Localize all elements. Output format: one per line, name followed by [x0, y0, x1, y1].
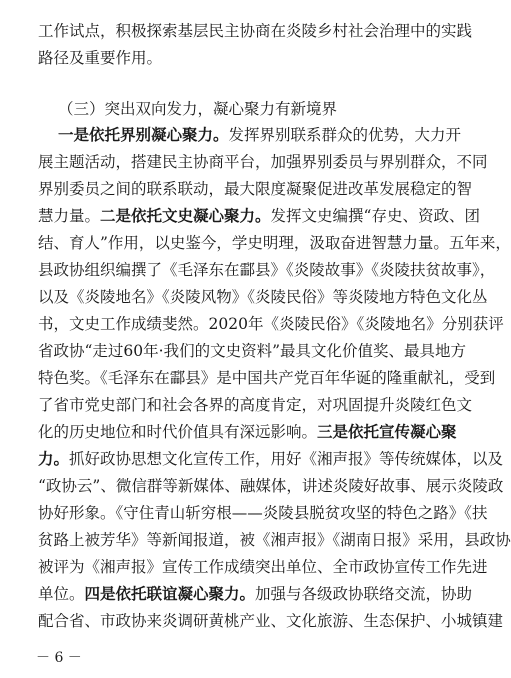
text-line: [38, 313, 504, 335]
text-run: 化的历史地位和时代价值具有深远影响。: [38, 423, 318, 441]
text-run: 贫路上被芳华》等新闻报道，被《湘声报》《湖南日报》采用，县政协: [38, 531, 511, 549]
text-run: 被评为《湘声报》宣传工作成绩突出单位、全市政协宣传工作先进: [38, 558, 488, 576]
bold-lead: 三是依托宣传凝心聚: [317, 422, 457, 441]
text-line: [38, 47, 442, 69]
text-run: 界别委员之间的联系联动，最大限度凝聚促进改革发展稳定的智: [38, 180, 473, 198]
text-line: [38, 610, 504, 632]
text-run: 发挥界别联系群众的优势，大力开: [228, 126, 462, 144]
text-run: 配合省、市政协来炎调研黄桃产业、文化旅游、生态保护、小城镇建: [38, 612, 504, 630]
text-run: 单位。: [38, 585, 85, 603]
text-line: [38, 20, 473, 42]
text-line: [38, 367, 496, 389]
text-line: [38, 259, 496, 281]
text-run: 书，文史工作成绩斐然。2020年《炎陵民俗》《炎陵地名》分别获评: [38, 315, 504, 333]
text-line: [38, 583, 473, 605]
text-line: [58, 124, 462, 146]
text-run: 发挥文史编撰“存史、资政、团: [270, 207, 480, 225]
text-run: 路径及重要作用。: [38, 49, 163, 67]
text-run: 了省市党史部门和社会各界的高度肯定，对巩固提升炎陵红色文: [38, 396, 473, 414]
bold-lead: 四是依托联谊凝心聚力。: [84, 584, 256, 603]
text-line: [38, 178, 473, 200]
text-line: [38, 529, 511, 551]
text-run: 工作试点，积极探索基层民主协商在炎陵乡村社会治理中的实践: [38, 22, 473, 40]
text-line: [38, 340, 467, 362]
bold-lead: 二是依托文史凝心聚力。: [100, 206, 271, 225]
text-line: [38, 502, 488, 524]
text-run: 协好形象。《守住青山斩穷根——炎陵县脱贫攻坚的特色之路》《扶: [38, 504, 488, 522]
text-run: 特色奖。《毛泽东在酃县》是中国共产党百年华诞的隆重献礼，受到: [38, 369, 496, 387]
text-line: [38, 151, 488, 173]
text-line: [38, 205, 480, 227]
text-run: 结、育人”作用，以史鉴今，学史明理，汲取奋进智慧力量。五年来，: [38, 234, 511, 252]
text-line: [38, 421, 457, 443]
text-line: [38, 394, 473, 416]
text-line: [38, 448, 504, 470]
text-run: 以及《炎陵地名》《炎陵风物》《炎陵民俗》等炎陵地方特色文化丛: [38, 288, 488, 306]
text-run: 省政协“走过60年·我们的文史资料”最具文化价值奖、最具地方: [38, 342, 467, 360]
text-run: 县政协组织编撰了《毛泽东在酃县》《炎陵故事》《炎陵扶贫故事》，: [38, 261, 496, 279]
page-number: － 6 －: [36, 650, 82, 666]
bold-lead: 力。: [38, 449, 70, 468]
section-heading: [58, 98, 442, 120]
text-line: [38, 475, 504, 497]
text-run: （三）突出双向发力，凝心聚力有新境界: [58, 100, 338, 118]
text-run: 慧力量。: [38, 207, 101, 225]
text-run: 展主题活动，搭建民主协商平台，加强界别委员与界别群众，不同: [38, 153, 488, 171]
bold-lead: 一是依托界别凝心聚力。: [58, 125, 229, 144]
text-line: [38, 556, 488, 578]
text-run: 抓好政协思想文化宣传工作，用好《湘声报》等传统媒体，以及: [69, 450, 504, 468]
text-line: [38, 286, 488, 308]
text-line: [38, 232, 511, 254]
text-run: “政协云”、微信群等新媒体、融媒体，讲述炎陵好故事、展示炎陵政: [38, 477, 504, 495]
text-run: 加强与各级政协联络交流，协助: [255, 585, 473, 603]
